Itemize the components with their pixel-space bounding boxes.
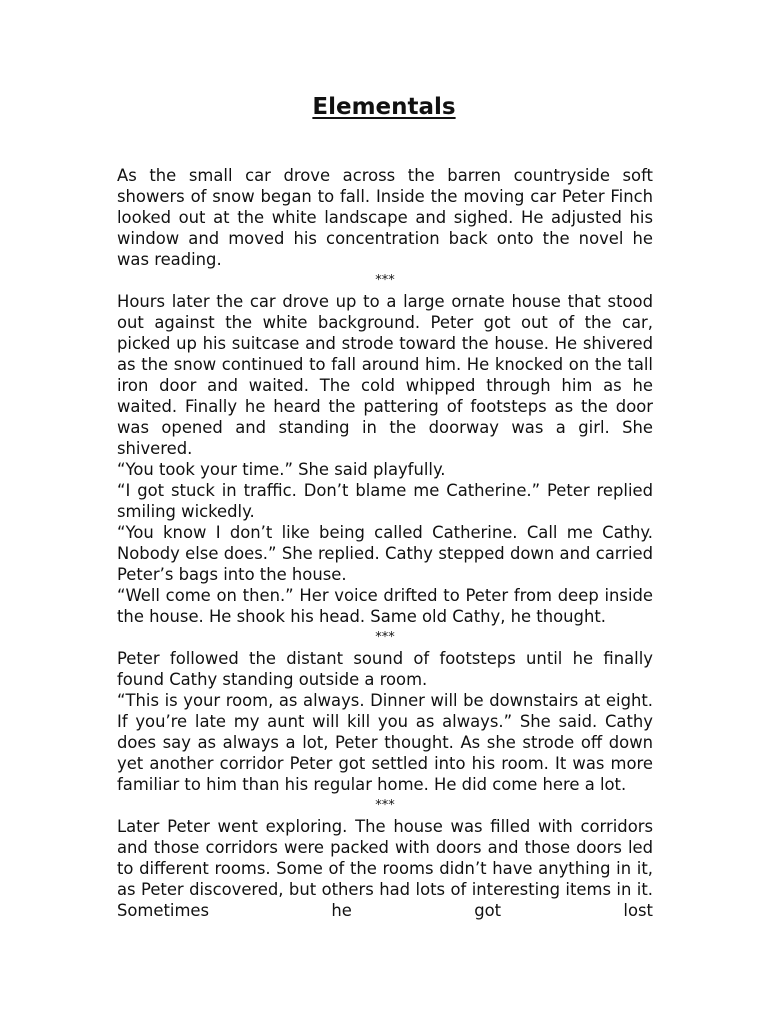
paragraph: Later Peter went exploring. The house was filled with corridors and those corridors were packed with doors and those doors led to different rooms. Some of the rooms didn’t have anything in it, as Peter discovered, but others had lots of interesting items in it. Sometimes he got lost [117, 817, 653, 920]
document-body [117, 165, 653, 921]
document-title: Elementals [312, 94, 456, 120]
paragraph: Peter followed the distant sound of footsteps until he finally found Cathy standing outside a room. [117, 649, 653, 689]
paragraph: “You know I don’t like being called Catherine. Call me Cathy. Nobody else does.” She replied. Cathy stepped down and carried Peter’s bags into the house. [117, 523, 653, 584]
scene-separator: *** [375, 630, 395, 645]
paragraph: “Well come on then.” Her voice drifted to Peter from deep inside the house. He shook his head. Same old Cathy, he thought. [117, 586, 653, 626]
paragraph: “This is your room, as always. Dinner will be downstairs at eight. If you’re late my aunt will kill you as always.” She said. Cathy does say as always a lot, Peter thought. As she strode off down yet another corridor Peter got settled into his room. It was more familiar to him than his regular home. He did come here a lot. [117, 691, 653, 794]
paragraph: As the small car drove across the barren countryside soft showers of snow began to fall. Inside the moving car Peter Finch looked out at the white landscape and sighed. He adjusted his window and moved his concentration back onto the novel he was reading. [117, 166, 653, 269]
paragraph: “You took your time.” She said playfully. [117, 460, 446, 479]
paragraph: “I got stuck in traffic. Don’t blame me Catherine.” Peter replied smiling wickedly. [117, 481, 653, 521]
scene-separator: *** [375, 798, 395, 813]
paragraph: Hours later the car drove up to a large ornate house that stood out against the white background. Peter got out of the car, picked up his suitcase and strode toward the house. He shivered as the snow continued to fall around him. He knocked on the tall iron door and waited. The cold whipped through him as he waited. Finally he heard the pattering of footsteps as the door was opened and standing in the doorway was a girl. She shivered. [117, 292, 653, 458]
scene-separator: *** [375, 273, 395, 288]
